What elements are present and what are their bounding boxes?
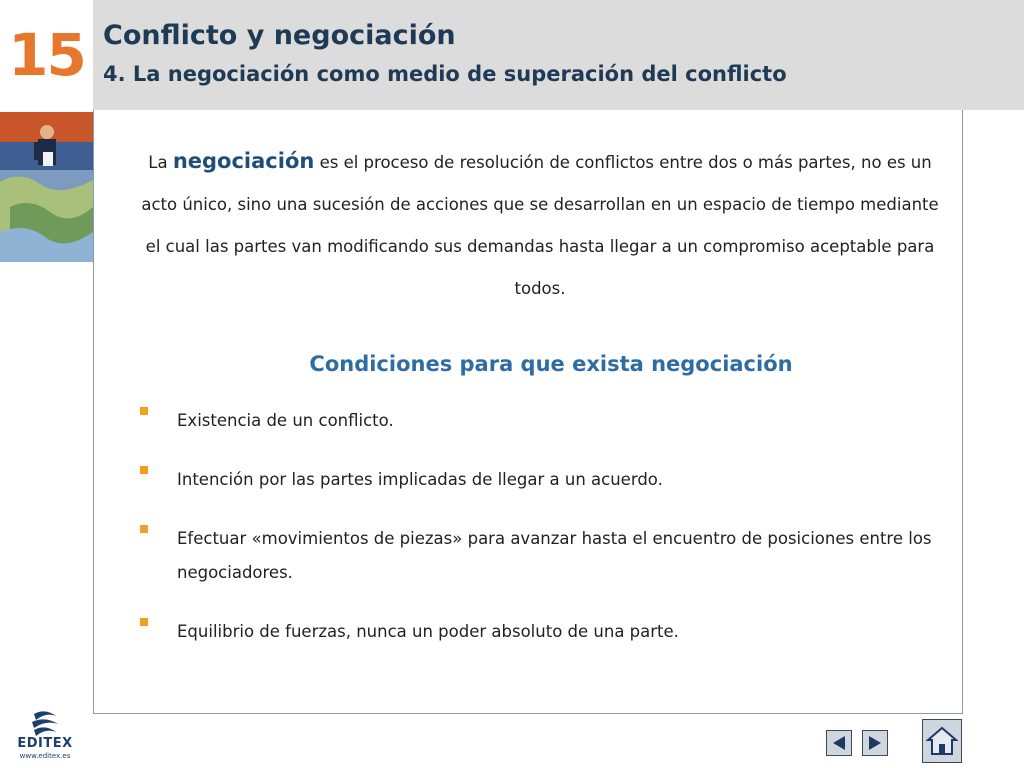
bullet-square-icon xyxy=(140,466,148,474)
list-item-text: Intención por las partes implicadas de llegar a un acuerdo. xyxy=(177,470,663,489)
slide-subtitle: 4. La negociación como medio de superación del conflicto xyxy=(103,62,787,86)
list-item xyxy=(140,463,940,497)
bullet-square-icon xyxy=(140,525,148,533)
intro-text: es el proceso de resolución de conflictos entre dos o más partes, no es un acto único, sino una sucesión de acciones que se desarrollan en un espacio de tiempo mediante el cual las partes van modificando sus demandas hasta llegar a un compromiso aceptable para todos. xyxy=(141,153,939,298)
prev-arrow-icon xyxy=(831,735,847,751)
intro-paragraph xyxy=(140,140,940,310)
slide-header xyxy=(93,0,1024,110)
list-item xyxy=(140,615,940,649)
list-item xyxy=(140,404,940,438)
decorative-side-image xyxy=(0,112,93,262)
slide-title: Conflicto y negociación xyxy=(103,20,456,51)
list-item-text: Equilibrio de fuerzas, nunca un poder absoluto de una parte. xyxy=(177,622,679,641)
logo-text: EDITEX xyxy=(17,736,73,751)
home-icon xyxy=(926,725,958,757)
list-item-text: Efectuar «movimientos de piezas» para avanzar hasta el encuentro de posiciones entre los negociadores. xyxy=(177,529,932,582)
list-item-text: Existencia de un conflicto. xyxy=(177,411,394,430)
previous-slide-button[interactable] xyxy=(826,730,852,756)
bullet-square-icon xyxy=(140,618,148,626)
logo-url: www.editex.es xyxy=(19,752,71,760)
list-item xyxy=(140,522,940,590)
next-slide-button[interactable] xyxy=(862,730,888,756)
intro-keyword: negociación xyxy=(172,149,315,173)
home-button[interactable] xyxy=(922,719,962,763)
intro-prefix: La xyxy=(148,153,173,172)
conditions-heading: Condiciones para que exista negociación xyxy=(309,352,793,376)
bullet-square-icon xyxy=(140,407,148,415)
chapter-number: 15 xyxy=(8,21,85,89)
next-arrow-icon xyxy=(867,735,883,751)
conditions-list xyxy=(140,404,940,674)
